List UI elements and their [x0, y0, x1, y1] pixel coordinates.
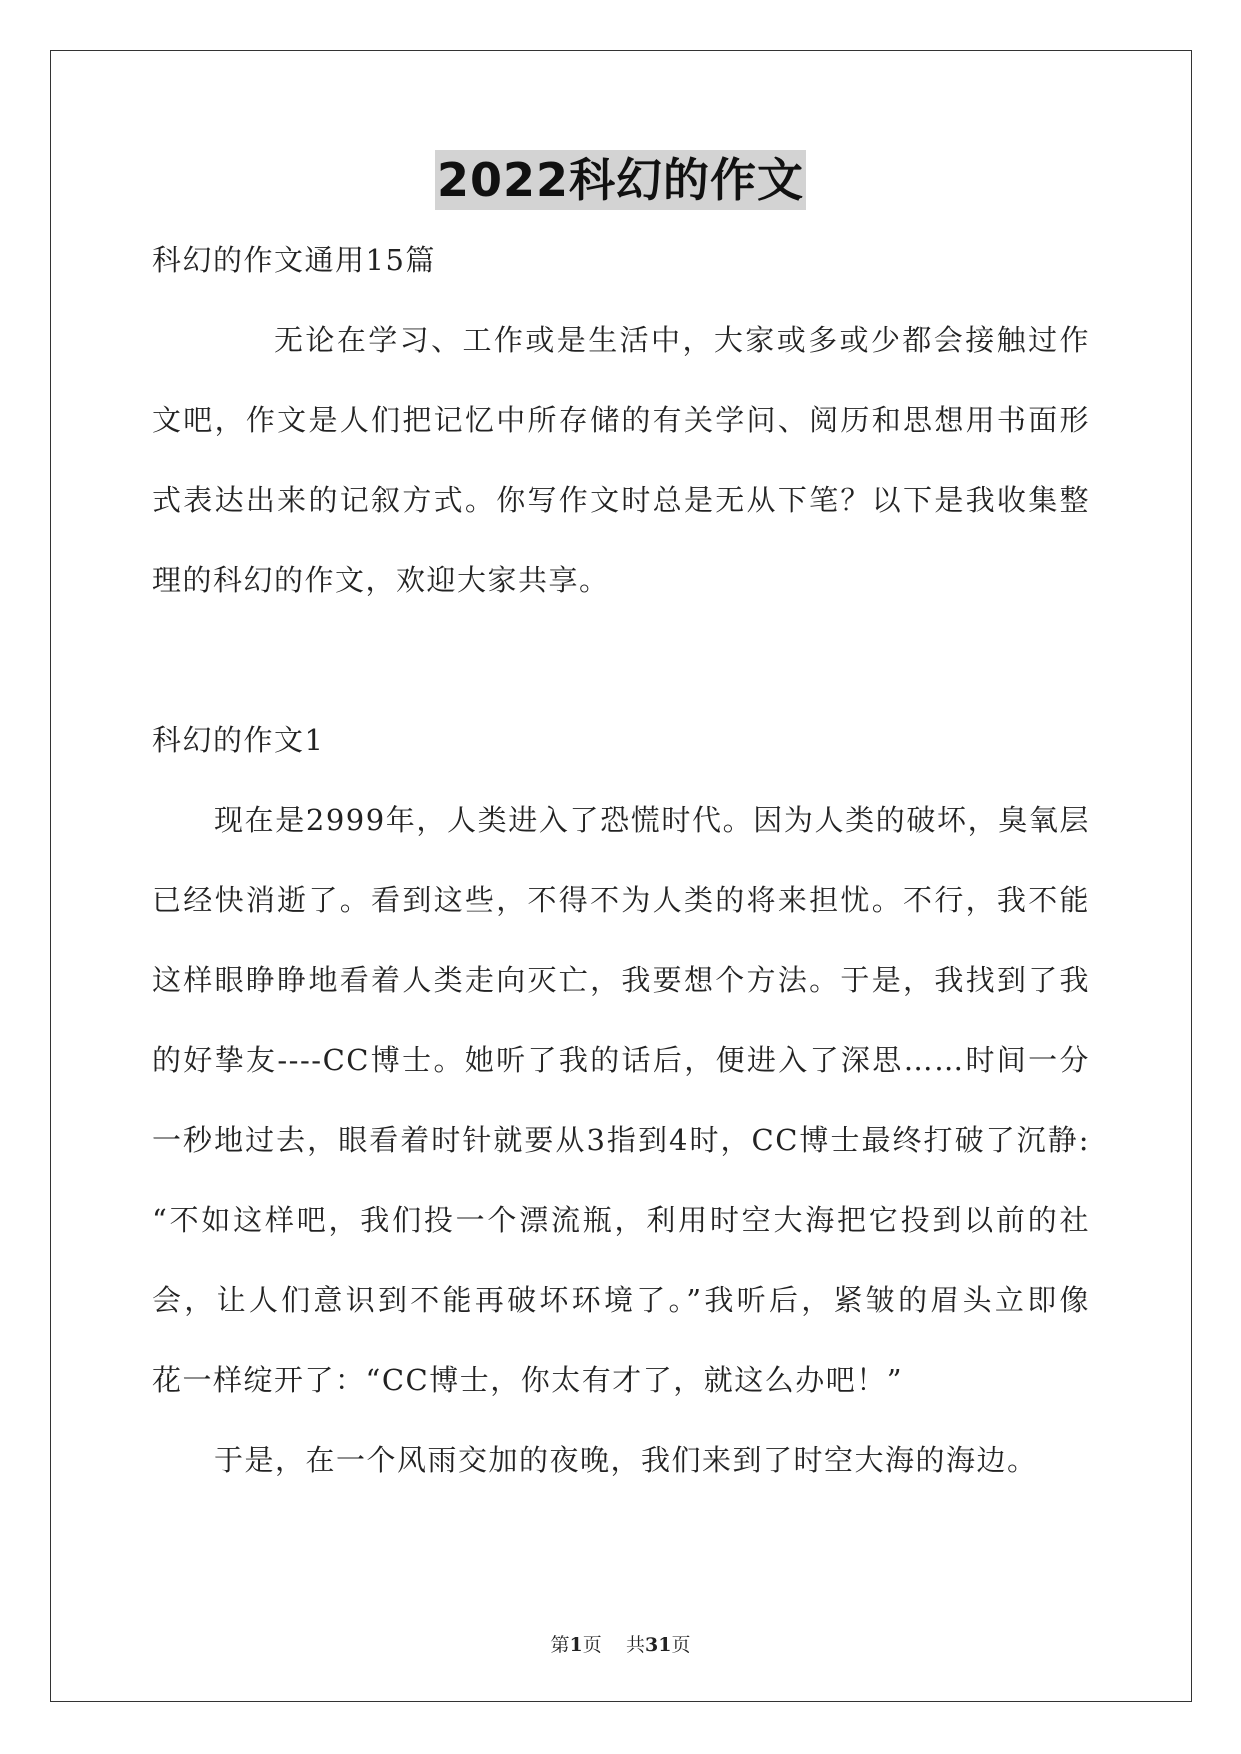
page-suffix: 页 [582, 1634, 602, 1656]
document-body [152, 230, 1090, 1510]
document-title: 2022科幻的作文 [435, 150, 806, 210]
page-number: 1 [569, 1634, 583, 1656]
title-wrap [0, 150, 1241, 210]
paragraph-line: 已经快消逝了。看到这些，不得不为人类的将来担忧。不行，我不能 [152, 883, 1090, 917]
paragraph-line: 一秒地过去，眼看着时针就要从3指到4时，CC博士最终打破了沉静: [152, 1123, 1090, 1157]
total-prefix: 共 [625, 1634, 645, 1656]
document-subtitle: 科幻的作文通用15篇 [152, 243, 436, 277]
total-suffix: 页 [671, 1634, 691, 1656]
total-pages: 31 [644, 1634, 672, 1656]
paragraph-line: 花一样绽开了：“CC博士，你太有才了，就这么办吧！” [152, 1363, 904, 1397]
paragraph-line: 这样眼睁睁地看着人类走向灭亡，我要想个方法。于是，我找到了我 [152, 963, 1090, 997]
paragraph-line: 现在是2999年，人类进入了恐慌时代。因为人类的破坏，臭氧层 [214, 803, 1090, 837]
page-prefix: 第 [550, 1634, 570, 1656]
page-footer [0, 1630, 1241, 1657]
intro-line: 式表达出来的记叙方式。你写作文时总是无从下笔？以下是我收集整 [152, 483, 1090, 517]
section-heading: 科幻的作文1 [152, 723, 325, 757]
paragraph-line: 的好挚友----CC博士。她听了我的话后，便进入了深思……时间一分 [152, 1043, 1090, 1077]
intro-line: 理的科幻的作文，欢迎大家共享。 [152, 563, 610, 597]
intro-line: 无论在学习、工作或是生活中，大家或多或少都会接触过作 [274, 323, 1090, 357]
paragraph-line: 会，让人们意识到不能再破坏环境了。”我听后，紧皱的眉头立即像 [152, 1283, 1090, 1317]
intro-line: 文吧，作文是人们把记忆中所存储的有关学问、阅历和思想用书面形 [152, 403, 1090, 437]
section-gap [152, 630, 1090, 710]
paragraph-line: 于是，在一个风雨交加的夜晚，我们来到了时空大海的海边。 [214, 1443, 1038, 1477]
paragraph-line: “不如这样吧，我们投一个漂流瓶，利用时空大海把它投到以前的社 [152, 1203, 1090, 1237]
